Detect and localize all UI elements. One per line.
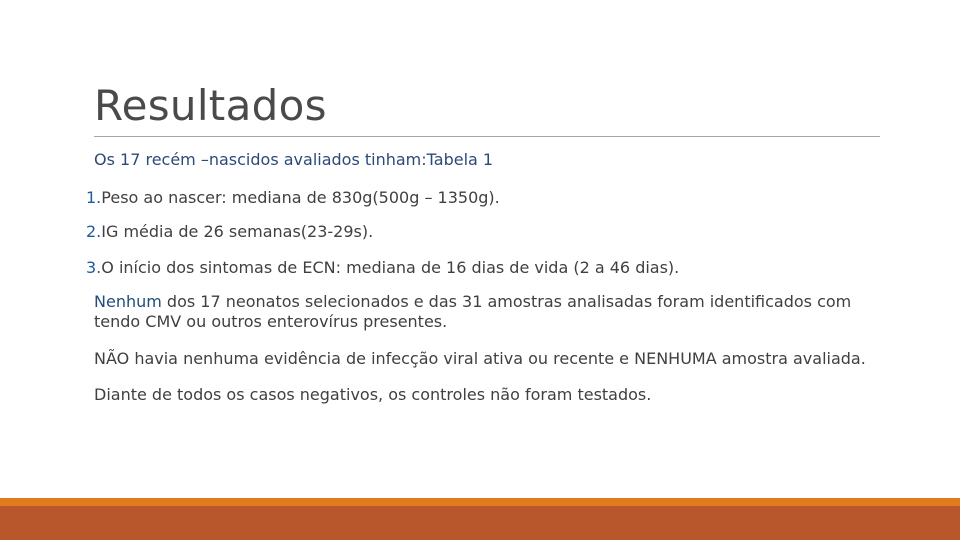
list-item-number: 2. <box>86 222 102 241</box>
list-item-text: Peso ao nascer: mediana de 830g(500g – 1350g). <box>101 188 500 207</box>
list-item <box>86 188 500 208</box>
list-item <box>86 222 373 242</box>
paragraph-nenhum <box>94 292 884 332</box>
list-item-text: O início dos sintomas de ECN: mediana de 16 dias de vida (2 a 46 dias). <box>101 258 680 277</box>
slide-title: Resultados <box>94 81 327 130</box>
footer-accent-stripe <box>0 498 960 506</box>
title-divider <box>94 136 880 137</box>
emphasis-word: Nenhum <box>94 292 162 311</box>
paragraph-diante: Diante de todos os casos negativos, os controles não foram testados. <box>94 385 652 404</box>
list-item-number: 3. <box>86 258 102 277</box>
list-item-text: IG média de 26 semanas(23-29s). <box>101 222 374 241</box>
list-item-number: 1. <box>86 188 102 207</box>
paragraph-text: dos 17 neonatos selecionados e das 31 amostras analisadas foram identificados com tendo CMV ou outros enterovírus presentes. <box>94 292 852 331</box>
list-item <box>86 258 679 278</box>
paragraph-nao-havia: NÃO havia nenhuma evidência de infecção viral ativa ou recente e NENHUMA amostra avaliada. <box>94 349 866 368</box>
slide-subtitle: Os 17 recém –nascidos avaliados tinham:Tabela 1 <box>94 150 494 169</box>
